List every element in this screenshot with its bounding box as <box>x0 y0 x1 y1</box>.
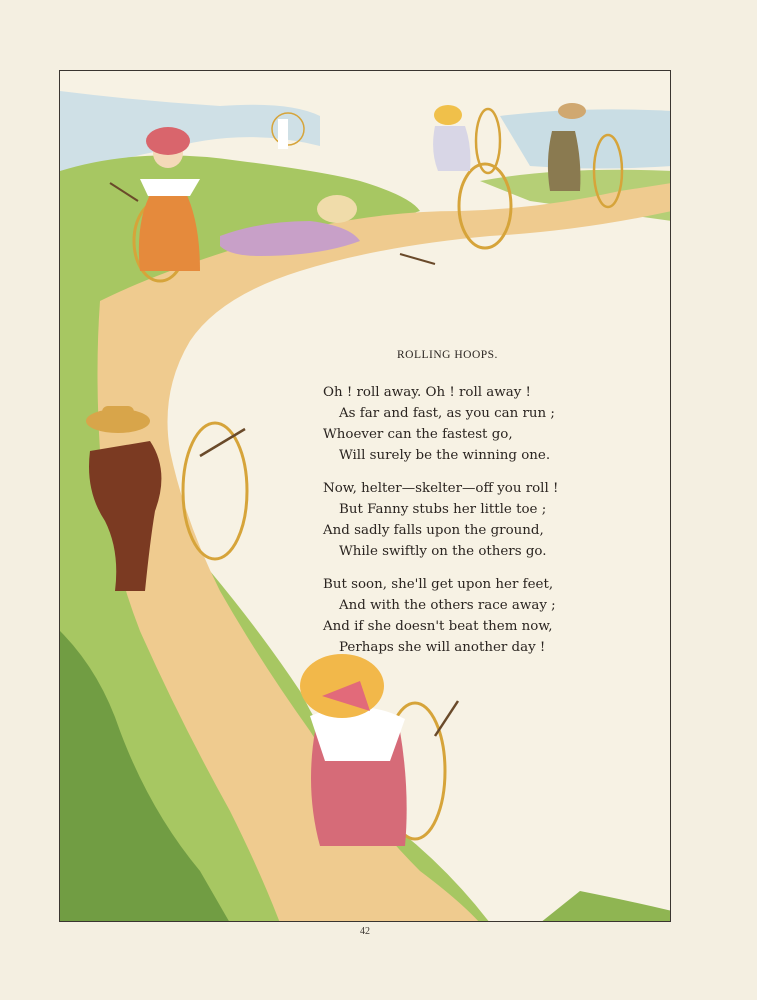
poem-line: Perhaps she will another day ! <box>339 640 546 655</box>
poem-line: And with the others race away ; <box>339 598 556 613</box>
poem-line: Whoever can the fastest go, <box>323 427 513 442</box>
poem-line: While swiftly on the others go. <box>339 544 547 559</box>
distant-sky-right <box>500 109 671 168</box>
poem-line: Oh ! roll away. Oh ! roll away ! <box>323 385 531 400</box>
stanza-3 <box>323 574 556 658</box>
poem-line: As far and fast, as you can run ; <box>339 406 555 421</box>
stanza-2 <box>323 478 558 562</box>
poem-line: And sadly falls upon the ground, <box>323 523 544 538</box>
page-number: 42 <box>360 926 370 937</box>
stanza-1 <box>323 382 555 466</box>
poem-line: Now, helter—skelter—off you roll ! <box>323 481 559 496</box>
poem-line: But Fanny stubs her little toe ; <box>339 502 547 517</box>
poem-title: ROLLING HOOPS. <box>397 349 498 361</box>
poem-line: Will surely be the winning one. <box>339 448 551 463</box>
grass-bottom-right <box>540 891 671 922</box>
girl-pink-dress <box>300 654 458 846</box>
poem-line: But soon, she'll get upon her feet, <box>323 577 554 592</box>
poem-line: And if she doesn't beat them now, <box>323 619 553 634</box>
